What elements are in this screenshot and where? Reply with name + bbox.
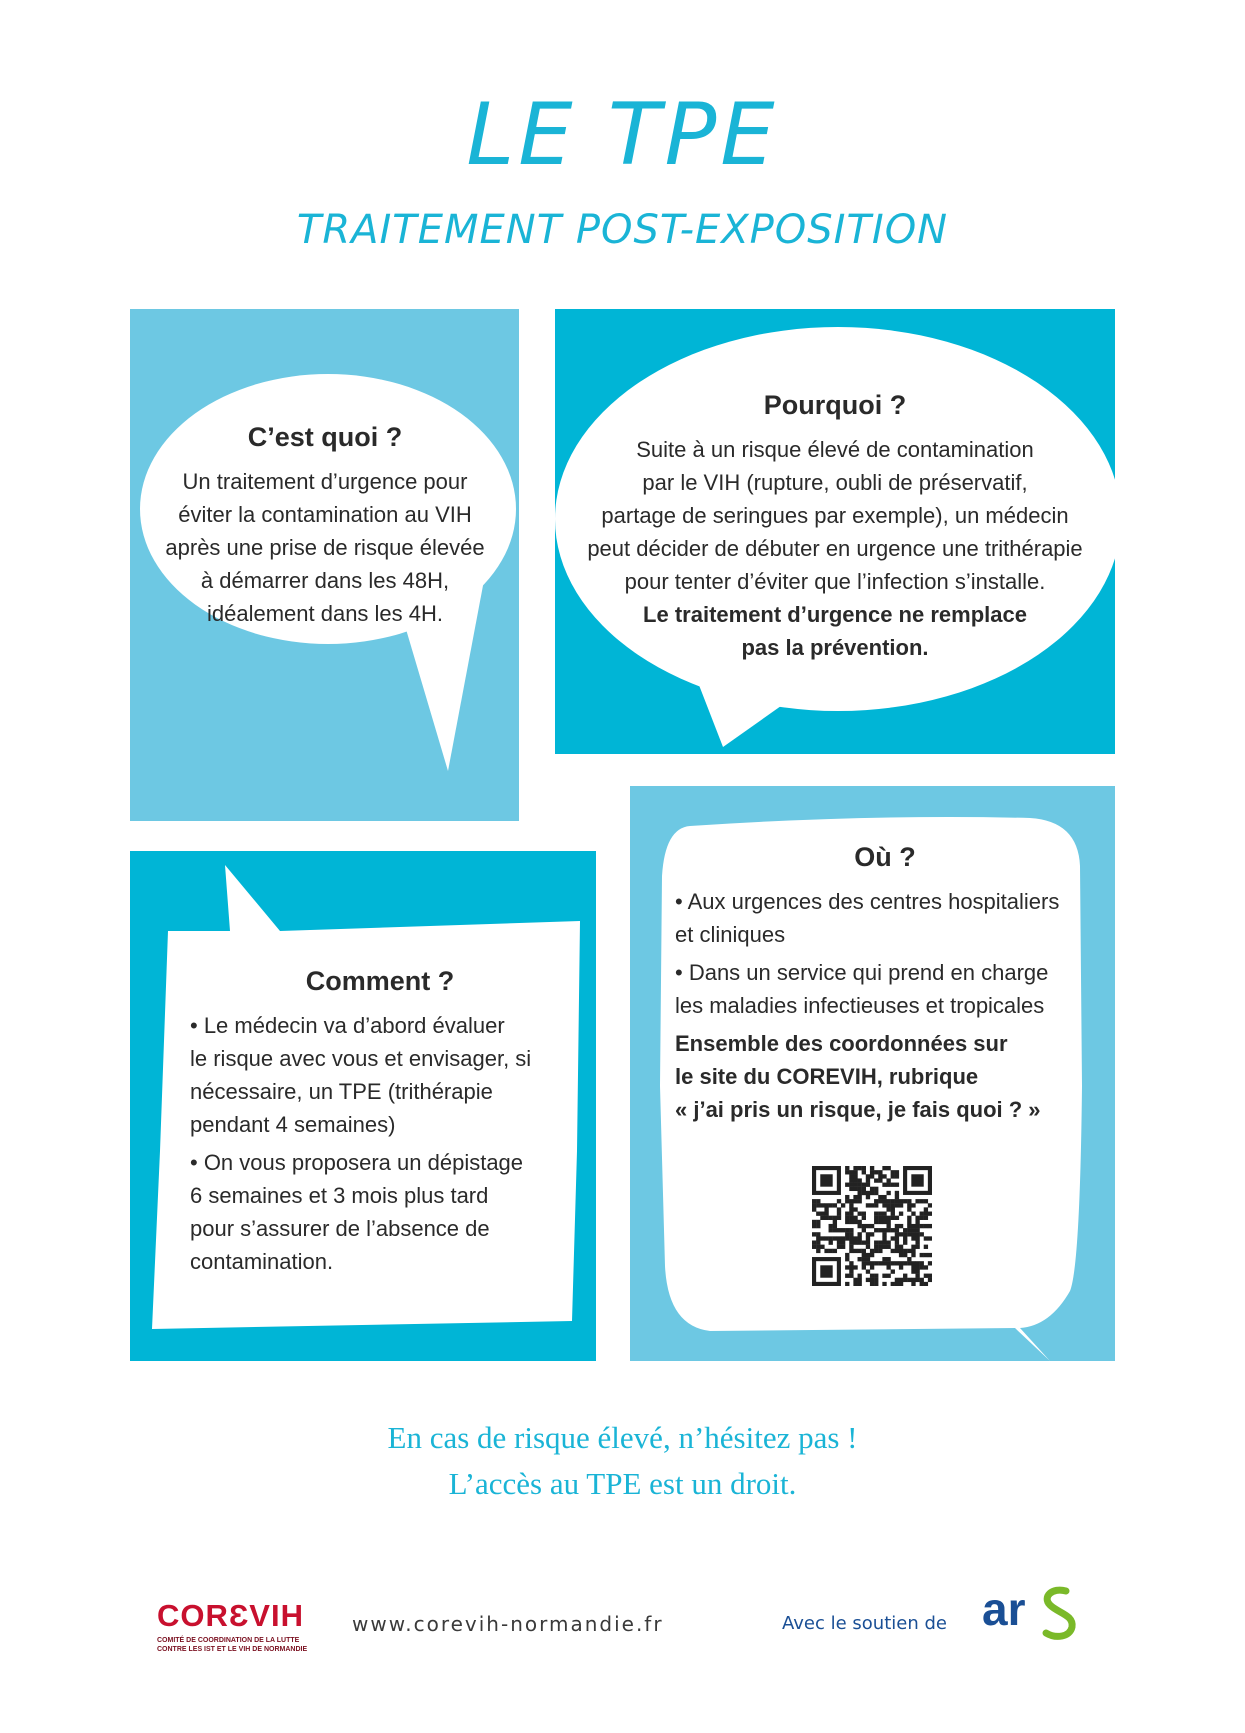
panel-comment bbox=[130, 851, 596, 1361]
tagline-line-1: En cas de risque élevé, n’hésitez pas ! bbox=[387, 1420, 858, 1455]
panel-bold-text: Le traitement d’urgence ne remplace pas la prévention. bbox=[643, 602, 1027, 661]
corevih-logo bbox=[157, 1600, 332, 1654]
panel-heading: Pourquoi ? bbox=[763, 390, 907, 420]
panel-heading: Comment ? bbox=[305, 966, 455, 996]
ars-logo bbox=[982, 1583, 1087, 1659]
panel-cest-quoi bbox=[130, 309, 519, 821]
panel-heading: Où ? bbox=[854, 842, 916, 872]
tagline-line-2: L’accès au TPE est un droit. bbox=[448, 1466, 797, 1501]
panel-bullet: • Le médecin va d’abord évaluer le risque avec vous et envisager, si nécessaire, un TPE (trithérapie pendant 4 semaines) bbox=[190, 1013, 532, 1138]
panel-bullet: • Dans un service qui prend en charge les maladies infectieuses et tropicales bbox=[675, 960, 1049, 1019]
panel-bold-text: Ensemble des coordonnées sur le site du COREVIH, rubrique « j’ai pris un risque, je fais quoi ? » bbox=[675, 1031, 1041, 1123]
corevih-logo-text: CORƐVIH bbox=[157, 1598, 304, 1633]
panel-text: Suite à un risque élevé de contamination par le VIH (rupture, oubli de préservatif, partage de seringues par exemple), un médecin peut décider de débuter en urgence une trithérapie pour tenter d’éviter que l’infection s’installe. bbox=[587, 437, 1083, 595]
support-text: Avec le soutien de bbox=[782, 1613, 947, 1634]
panel-text: Un traitement d’urgence pour éviter la contamination au VIH après une prise de risque élevée à démarrer dans les 48H, idéalement dans les 4H. bbox=[165, 469, 485, 627]
poster-subtitle: TRAITEMENT POST-EXPOSITION bbox=[296, 207, 949, 253]
panel-pourquoi bbox=[555, 309, 1115, 754]
website-url[interactable]: www.corevih-normandie.fr bbox=[352, 1612, 664, 1636]
panel-ou bbox=[630, 786, 1115, 1361]
panel-bullet: • On vous proposera un dépistage 6 semaines et 3 mois plus tard pour s’assurer de l’absence de contamination. bbox=[190, 1150, 524, 1275]
corevih-logo-tagline: COMITÉ DE COORDINATION DE LA LUTTE CONTRE LES IST ET LE VIH DE NORMANDIE bbox=[157, 1637, 308, 1653]
panel-heading: C’est quoi ? bbox=[247, 422, 403, 452]
panel-bullet: • Aux urgences des centres hospitaliers et cliniques bbox=[675, 889, 1060, 948]
tagline bbox=[0, 1415, 1245, 1507]
poster-title: LE TPE bbox=[466, 85, 779, 185]
qr-code-icon bbox=[812, 1166, 932, 1286]
svg-text:ar: ar bbox=[982, 1583, 1026, 1635]
ars-logo-icon bbox=[982, 1583, 1087, 1655]
